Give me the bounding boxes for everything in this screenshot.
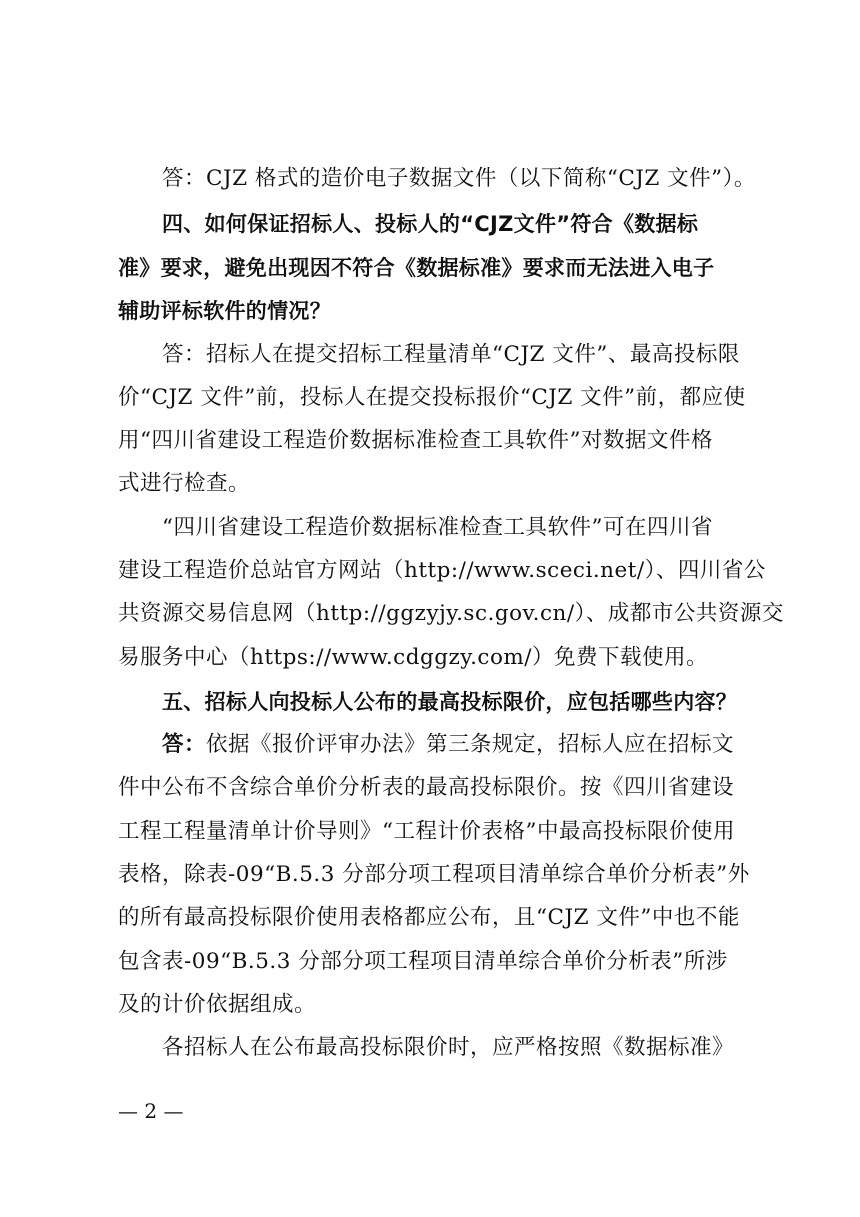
tool-paragraph-line-2: 建设工程造价总站官方网站（http://www.sceci.net/）、四川省公	[118, 558, 766, 583]
question-4-heading-line-2: 准》要求，避免出现因不符合《数据标准》要求而无法进入电子	[118, 256, 715, 280]
answer-5-prefix: 答：	[162, 732, 207, 757]
answer-5-line-2: 件中公布不含综合单价分析表的最高投标限价。按《四川省建设	[118, 775, 735, 800]
question-4-heading-line-1: 四、如何保证招标人、投标人的“CJZ文件”符合《数据标	[162, 212, 699, 236]
answer-5-line-4: 表格，除表-09“B.5.3 分部分项工程项目清单综合单价分析表”外	[118, 862, 750, 887]
question-4-heading-line-3: 辅助评标软件的情况？	[118, 299, 331, 323]
answer-5-line-6: 包含表-09“B.5.3 分部分项工程项目清单综合单价分析表”所涉	[118, 949, 728, 974]
question-5-heading: 五、招标人向投标人公布的最高投标限价，应包括哪些内容？	[162, 690, 738, 714]
tool-paragraph-line-3: 共资源交易信息网（http://ggzyjy.sc.gov.cn/）、成都市公共资源交	[118, 601, 784, 626]
tool-paragraph-line-1: “四川省建设工程造价数据标准检查工具软件”可在四川省	[162, 515, 713, 540]
answer-5-line-1	[162, 725, 758, 765]
tool-paragraph-line-4: 易服务中心（https://www.cdggzy.com/）免费下载使用。	[118, 645, 709, 670]
answer-5-line-3: 工程工程量清单计价导则》“工程计价表格”中最高投标限价使用	[118, 819, 735, 844]
page-number: — 2 —	[118, 1099, 184, 1123]
answer-4-line-3: 用“四川省建设工程造价数据标准检查工具软件”对数据文件格	[118, 428, 713, 453]
answer-4-line-1: 答：招标人在提交招标工程量清单“CJZ 文件”、最高投标限	[162, 342, 740, 367]
answer-4-line-4: 式进行检查。	[118, 471, 251, 496]
answer-4-line-2: 价“CJZ 文件”前，投标人在提交投标报价“CJZ 文件”前，都应使	[118, 385, 746, 410]
answer-3-text: 答：CJZ 格式的造价电子数据文件（以下简称“CJZ 文件”）。	[162, 166, 756, 191]
closing-paragraph-line-1: 各招标人在公布最高投标限价时，应严格按照《数据标准》	[162, 1035, 735, 1060]
answer-5-line-1-text: 依据《报价评审办法》第三条规定，招标人应在招标文	[206, 732, 735, 757]
answer-5-line-5: 的所有最高投标限价使用表格都应公布，且“CJZ 文件”中也不能	[118, 905, 740, 930]
answer-5-line-7: 及的计价依据组成。	[118, 992, 317, 1017]
